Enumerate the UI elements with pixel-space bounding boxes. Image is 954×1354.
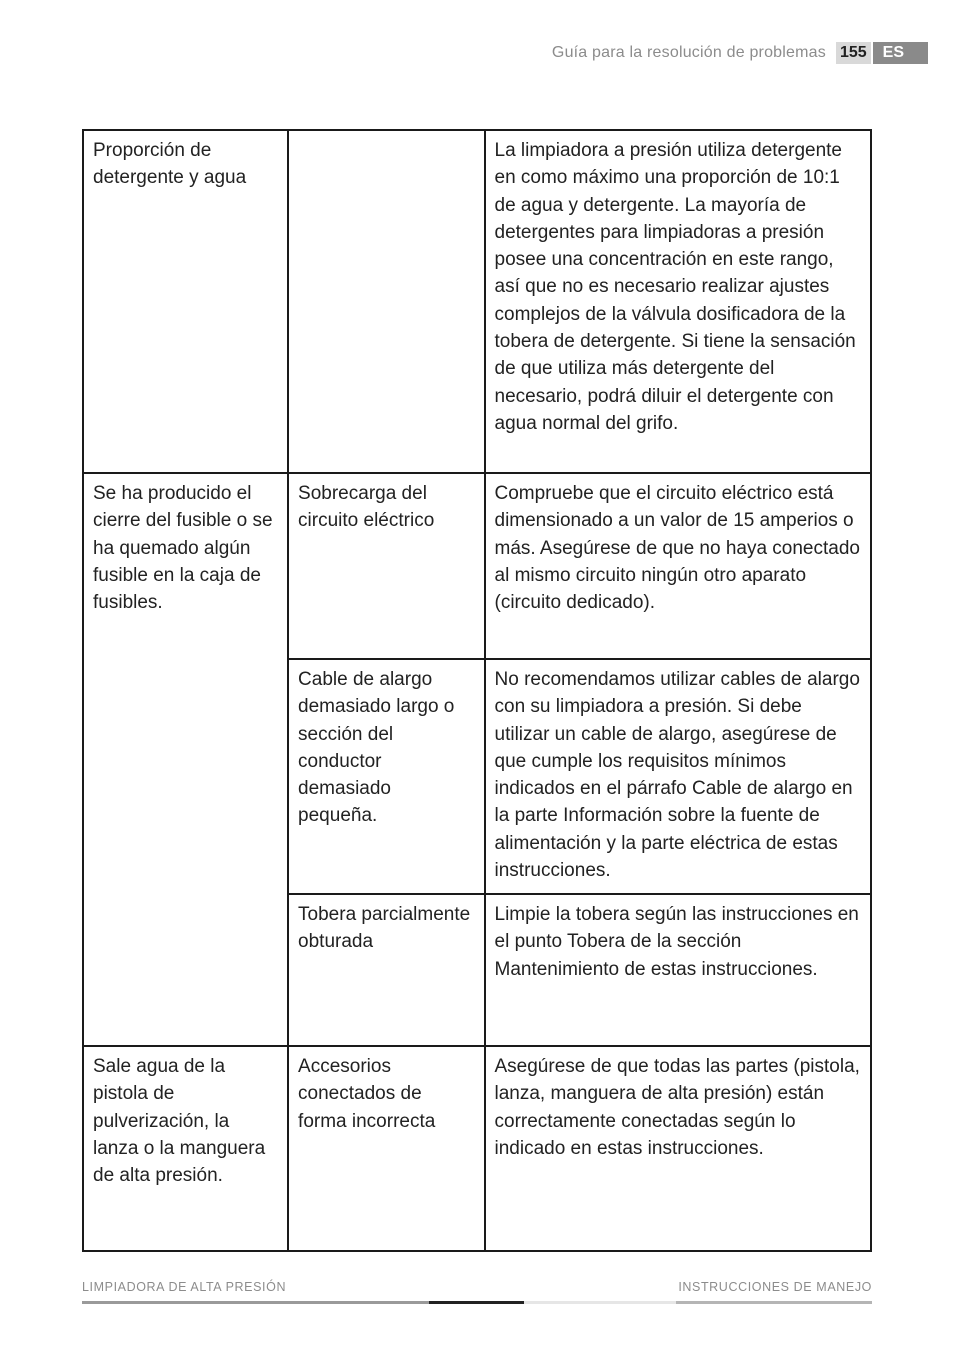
cause-cell: Accesorios conectados de forma incorrecta — [288, 1046, 484, 1251]
section-title: Guía para la resolución de problemas — [551, 44, 826, 61]
table-row — [83, 1046, 871, 1251]
footer-divider — [676, 1301, 872, 1304]
problem-cell: Proporción de detergente y agua — [83, 130, 288, 473]
solution-cell: Asegúrese de que todas las partes (pistola, lanza, manguera de alta presión) están correctamente conectadas según lo indicado en estas instrucciones. — [485, 1046, 872, 1251]
footer-manual-title: INSTRUCCIONES DE MANEJO — [678, 1280, 872, 1294]
cause-cell: Sobrecarga del circuito eléctrico — [288, 473, 484, 659]
footer-divider — [82, 1301, 429, 1304]
solution-cell: No recomendamos utilizar cables de alargo con su limpiadora a presión. Si debe utilizar un cable de alargo, asegúrese de que cumple los requisitos mínimos indicados en el párrafo Cable de alargo en la parte Información sobre la fuente de alimentación y la parte eléctrica de estas instrucciones. — [485, 659, 872, 894]
language-tag: ES — [873, 42, 928, 64]
cause-cell — [288, 130, 484, 473]
table-row — [83, 473, 871, 659]
solution-cell: Compruebe que el circuito eléctrico está dimensionado a un valor de 15 amperios o más. Asegúrese de que no haya conectado al mismo circuito ningún otro aparato (circuito dedicado). — [485, 473, 872, 659]
footer-product-name: LIMPIADORA DE ALTA PRESIÓN — [82, 1280, 287, 1294]
page-number: 155 — [836, 42, 871, 64]
table-row — [83, 130, 871, 473]
footer-divider — [429, 1301, 524, 1304]
page-header — [552, 42, 928, 64]
cause-cell: Tobera parcialmente obturada — [288, 894, 484, 1046]
problem-cell: Se ha producido el cierre del fusible o se ha quemado algún fusible en la caja de fusibles. — [83, 473, 288, 1046]
problem-cell: Sale agua de la pistola de pulverización, la lanza o la manguera de alta presión. — [83, 1046, 288, 1251]
solution-cell: La limpiadora a presión utiliza detergente en como máximo una proporción de 10:1 de agua y detergente. La mayoría de detergentes para limpiadoras a presión posee una concentración en este rango, así que no es necesario realizar ajustes complejos de la válvula dosificadora de la tobera de detergente. Si tiene la sensación de que utiliza más detergente del necesario, podrá diluir el detergente con agua normal del grifo. — [485, 130, 872, 473]
troubleshooting-table — [82, 129, 872, 1252]
cause-cell: Cable de alargo demasiado largo o sección del conductor demasiado pequeña. — [288, 659, 484, 894]
footer-divider — [524, 1301, 676, 1304]
solution-cell: Limpie la tobera según las instrucciones en el punto Tobera de la sección Mantenimiento de estas instrucciones. — [485, 894, 872, 1046]
